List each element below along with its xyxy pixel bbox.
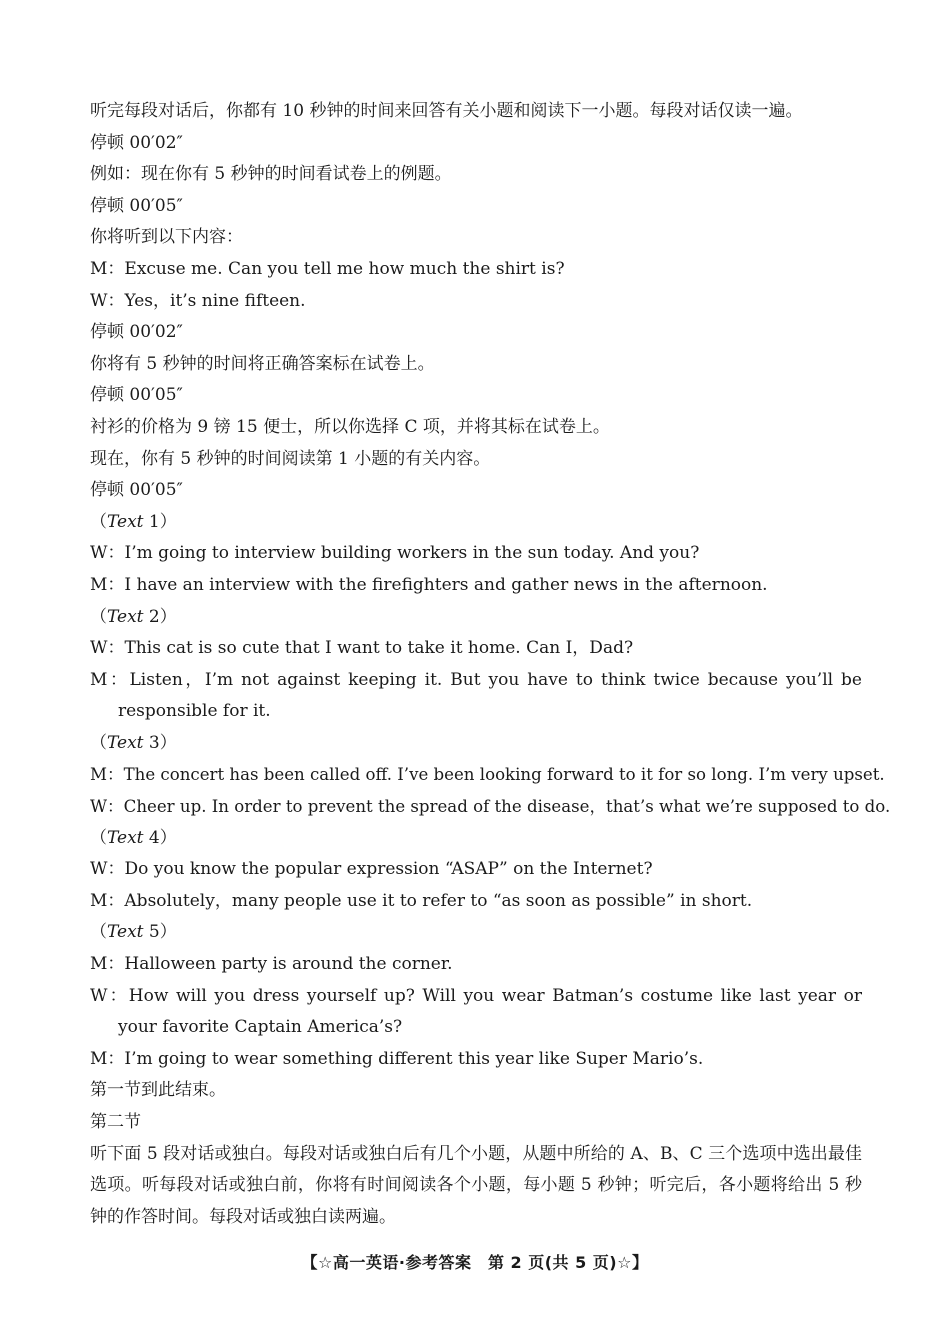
- text-number: 2: [148, 606, 160, 627]
- pause-line: 停顿 00′02″: [90, 322, 183, 343]
- dialogue-line: W：Do you know the popular expression “ASAP” on the Internet?: [90, 859, 653, 880]
- dialogue-line: W：Yes，it’s nine fifteen.: [90, 290, 306, 311]
- dialogue-line: M：I’m going to wear something different this year like Super Mario’s.: [90, 1048, 704, 1069]
- page-footer: 【☆高一英语·参考答案 第 2 页(共 5 页)☆】: [301, 1253, 649, 1272]
- dialogue-line: W：Cheer up. In order to prevent the spread of the disease，that’s what we’re supposed to do.: [90, 797, 891, 817]
- text-heading: （Text 1）: [90, 511, 177, 532]
- text-label: Text: [107, 827, 144, 848]
- text-label: Text: [107, 606, 144, 627]
- dialogue-line: W：This cat is so cute that I want to take it home. Can I，Dad?: [90, 638, 634, 659]
- section-end-line: 第一节到此结束。: [90, 1080, 226, 1101]
- text-number: 5: [148, 922, 160, 943]
- section-2-title: 第二节: [90, 1112, 141, 1132]
- pause-line: 停顿 00′05″: [90, 480, 183, 501]
- text-heading: （Text 2）: [90, 606, 177, 627]
- dialogue-line: M：Absolutely，many people use it to refer to “as soon as possible” in short.: [90, 890, 753, 911]
- answer-page-body: [90, 96, 891, 1233]
- pause-line: 停顿 00′02″: [90, 132, 183, 153]
- text-label: Text: [107, 732, 144, 753]
- text-heading: （Text 4）: [90, 827, 177, 848]
- text-label: Text: [107, 922, 144, 943]
- example-line: 例如：现在你有 5 秒钟的时间看试卷上的例题。: [90, 164, 452, 185]
- text-number: 4: [148, 827, 160, 848]
- text-number: 3: [148, 732, 160, 753]
- explanation-line: 衬衫的价格为 9 镑 15 便士，所以你选择 C 项，并将其标在试卷上。: [90, 416, 610, 437]
- instruction-line: 听完每段对话后，你都有 10 秒钟的时间来回答有关小题和阅读下一小题。每段对话仅读一遍。: [90, 101, 803, 121]
- dialogue-line: M：Halloween party is around the corner.: [90, 954, 453, 975]
- dialogue-line: M：Excuse me. Can you tell me how much the shirt is?: [90, 258, 565, 279]
- pause-line: 停顿 00′05″: [90, 195, 183, 216]
- section-2-instructions: 听下面 5 段对话或独白。每段对话或独白后有几个小题，从题中所给的 A、B、C 三个选项中选出最佳选项。听每段对话或独白前，你将有时间阅读各个小题，每小题 5 秒钟；听完后，各小题将给出 5 秒钟的作答时间。每段对话或独白读两遍。: [90, 1143, 862, 1227]
- dialogue-line: M：I have an interview with the firefighters and gather news in the afternoon.: [90, 574, 768, 595]
- dialogue-line: W：I’m going to interview building workers in the sun today. And you?: [90, 543, 700, 564]
- text-heading: （Text 3）: [90, 732, 177, 753]
- pause-line: 停顿 00′05″: [90, 385, 183, 406]
- dialogue-line: W：How will you dress yourself up? Will you wear Batman’s costume like last year or your favorite Captain America’s?: [90, 985, 862, 1038]
- text-label: Text: [107, 511, 144, 532]
- instruction-line: 你将听到以下内容：: [90, 227, 243, 248]
- dialogue-line: M：Listen，I’m not against keeping it. But you have to think twice because you’ll be responsible for it.: [90, 669, 862, 722]
- dialogue-line: M：The concert has been called off. I’ve been looking forward to it for so long. I’m very upset.: [90, 765, 885, 785]
- text-heading: （Text 5）: [90, 922, 177, 943]
- text-number: 1: [148, 511, 160, 532]
- instruction-line: 你将有 5 秒钟的时间将正确答案标在试卷上。: [90, 353, 435, 374]
- instruction-line: 现在，你有 5 秒钟的时间阅读第 1 小题的有关内容。: [90, 448, 491, 469]
